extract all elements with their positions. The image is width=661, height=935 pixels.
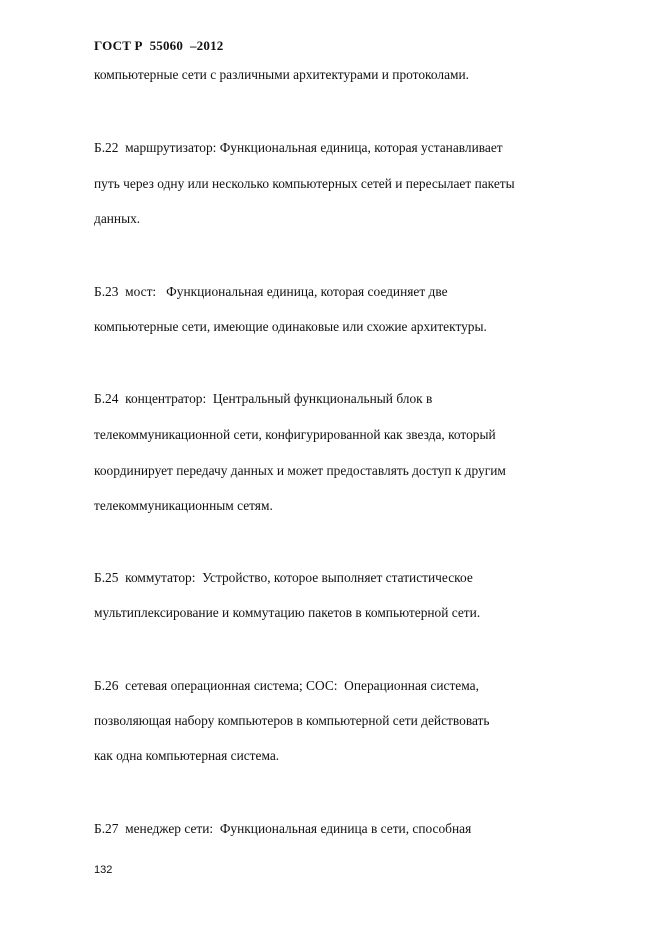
term-b27-line-1: Б.27 менеджер сети: Функциональная единица в сети, способная [94, 821, 472, 836]
term-b24-line-1: Б.24 концентратор: Центральный функциональный блок в [94, 391, 433, 406]
term-b22-line-3: данных. [94, 211, 141, 226]
term-b24-line-3: координирует передачу данных и может предоставлять доступ к другим [94, 463, 506, 478]
term-b23-line-1: Б.23 мост: Функциональная единица, которая соединяет две [94, 284, 448, 299]
term-b24-line-2: телекоммуникационной сети, конфигурированной как звезда, который [94, 427, 496, 442]
term-b26-line-2: позволяющая набору компьютеров в компьютерной сети действовать [94, 713, 490, 728]
term-b22-line-2: путь через одну или несколько компьютерных сетей и пересылает пакеты [94, 176, 515, 191]
term-b26-line-3: как одна компьютерная система. [94, 748, 280, 763]
term-b24-line-4: телекоммуникационным сетям. [94, 498, 273, 513]
term-b23-line-2: компьютерные сети, имеющие одинаковые или схожие архитектуры. [94, 319, 487, 334]
page-number: 132 [94, 864, 113, 876]
document-header: ГОСТ Р 55060 –2012 [94, 38, 224, 53]
term-b22-line-1: Б.22 маршрутизатор: Функциональная единица, которая устанавливает [94, 140, 503, 155]
term-b25-line-1: Б.25 коммутатор: Устройство, которое выполняет статистическое [94, 570, 473, 585]
term-b26-line-1: Б.26 сетевая операционная система; СОС: Операционная система, [94, 678, 479, 693]
text-line-continuation: компьютерные сети с различными архитектурами и протоколами. [94, 67, 469, 82]
term-b25-line-2: мультиплексирование и коммутацию пакетов в компьютерной сети. [94, 605, 481, 620]
